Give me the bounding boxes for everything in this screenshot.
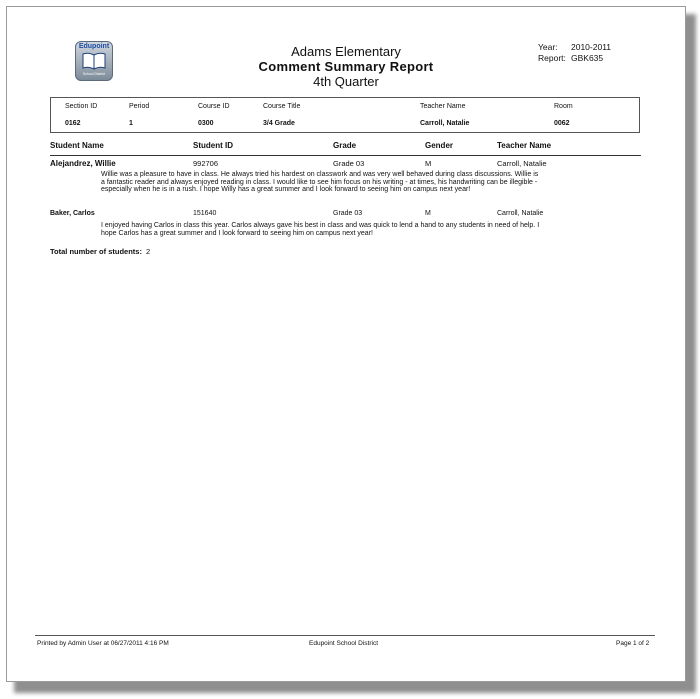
- footer-district: Edupoint School District: [309, 640, 379, 647]
- header-divider: [50, 155, 641, 156]
- total-value: 2: [145, 247, 151, 256]
- student-name: Baker, Carlos: [50, 210, 95, 217]
- course-title-header: Course Title: [263, 103, 301, 110]
- student-name: Alejandrez, Willie: [50, 159, 116, 168]
- student-grade: Grade 03: [333, 159, 365, 168]
- total-label: Total number of students:: [50, 247, 142, 256]
- logo-brand-text: Edupoint: [78, 43, 110, 50]
- page-number: Page 1 of 2: [616, 640, 650, 647]
- student-grade: Grade 03: [333, 210, 363, 217]
- report-id-value: GBK635: [571, 53, 604, 63]
- teacher-name-value: Carroll, Natalie: [420, 120, 470, 127]
- student-teacher: Carroll, Natalie: [497, 159, 547, 168]
- logo-subtitle: School District: [82, 72, 106, 76]
- student-comment: I enjoyed having Carlos in class this year. Carlos always gave his best in class and was quick to lend a hand to any students in need of help. I hope Carlos has a great summer and I look forward to seeing him on campus next year!: [101, 222, 540, 237]
- student-id: 992706: [193, 159, 219, 168]
- report-page: [6, 6, 686, 682]
- student-gender: M: [425, 210, 431, 217]
- report-id-label: Report:: [538, 53, 566, 63]
- student-comment: Willie was a pleasure to have in class. He always tried his hardest on classwork and was very well behaved during class discussions. Willie is a fantastic reader and always enjoyed reading in class. I would like to see him focus on his writing - at times, his handwriting can be illegible - especially when he is in a rush. I hope Willy has a great summer and I look forward to seeing him on campus next year!: [101, 171, 539, 194]
- col-teacher-name: Teacher Name: [497, 141, 552, 150]
- student-gender: M: [425, 159, 432, 168]
- student-teacher: Carroll, Natalie: [497, 210, 544, 217]
- col-grade: Grade: [333, 141, 357, 150]
- total-students: [50, 247, 150, 256]
- section-info-box: [50, 97, 640, 133]
- school-name: Adams Elementary: [291, 44, 401, 59]
- col-gender: Gender: [425, 141, 454, 150]
- course-title-value: 3/4 Grade: [263, 120, 295, 127]
- year-label: Year:: [538, 42, 558, 52]
- footer-divider: [35, 635, 655, 636]
- teacher-name-header: Teacher Name: [420, 103, 466, 110]
- student-id: 151640: [193, 210, 217, 217]
- course-id-value: 0300: [198, 120, 214, 127]
- course-id-header: Course ID: [198, 103, 230, 110]
- period-value: 1: [129, 120, 133, 127]
- year-value: 2010-2011: [571, 42, 612, 52]
- section-id-header: Section ID: [65, 103, 98, 110]
- col-student-id: Student ID: [193, 141, 233, 150]
- printed-by: Printed by Admin User at 06/27/2011 4:16 PM: [37, 640, 169, 647]
- report-title: Comment Summary Report: [258, 59, 434, 74]
- col-student-name: Student Name: [50, 141, 104, 150]
- report-quarter: 4th Quarter: [313, 74, 379, 89]
- room-value: 0062: [554, 120, 570, 127]
- period-header: Period: [129, 103, 150, 110]
- room-header: Room: [554, 103, 573, 110]
- section-id-value: 0162: [65, 120, 81, 127]
